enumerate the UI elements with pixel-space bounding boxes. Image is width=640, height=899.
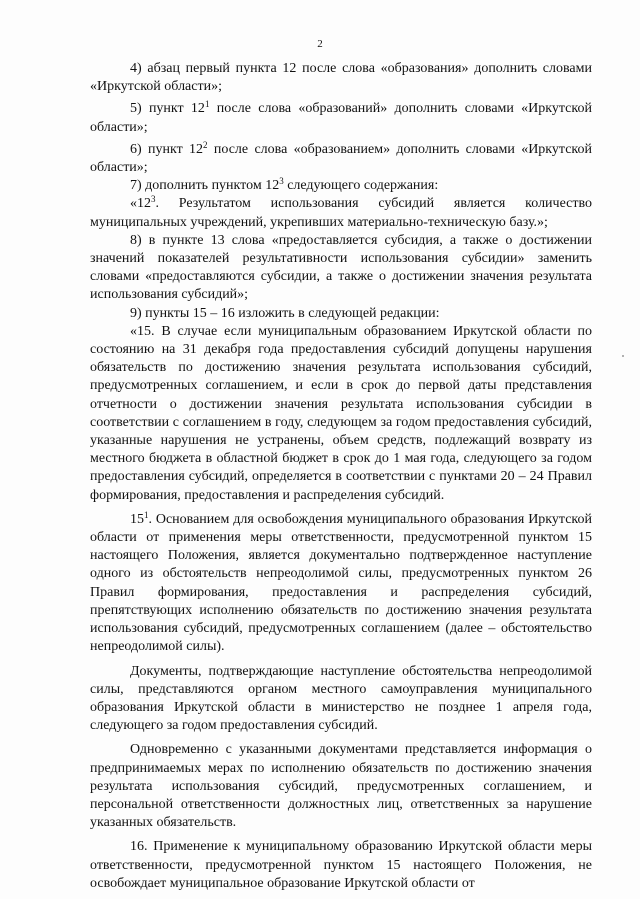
clause-12-3-text-b: . Результатом использования субсидий является количество муниципальных учреждений, укрепивших материально-техническую базу.»;: [90, 196, 592, 230]
clause-16: [90, 838, 592, 893]
clause-15: [90, 323, 592, 505]
item-9-text: 9) пункты 15 – 16 изложить в следующей редакции:: [130, 305, 440, 321]
item-9: [90, 305, 592, 323]
item-4-text: 4) абзац первый пункта 12 после слова «образования» дополнить словами «Иркутской области»;: [90, 61, 592, 95]
item-7-superscript: 3: [279, 176, 284, 187]
clause-15-1-text-b: . Основанием для освобождения муниципального образования Иркутской области от применения меры ответственности, предусмотренной пунктом 15 настоящего Положения, является документально подтвержденное наступление одного из обстоятельств непреодолимой силы, предусмотренных пунктом 26 Правил формирования, предоставления и распределения субсидий, препятствующих исполнению обязательств по достижению значения результата использования субсидий, предусмотренных соглашением (далее – обстоятельство непреодолимой силы).: [90, 511, 592, 655]
item-6: [90, 141, 592, 177]
clause-16-text: 16. Применение к муниципальному образованию Иркутской области меры ответственности, предусмотренной пунктом 15 настоящего Положения, не освобождает муниципальное образование Иркутской области от: [90, 839, 592, 891]
documents-paragraph-text: Документы, подтверждающие наступление обстоятельства непреодолимой силы, представляются органом местного самоуправления муниципального образования Иркутской области в министерство не позднее 1 апреля года, следующего за годом предоставления субсидий.: [90, 663, 592, 734]
item-6-superscript: 2: [203, 139, 208, 150]
clause-15-1-text-a: 15: [130, 511, 144, 527]
item-6-text-b: после слова «образованием» дополнить словами «Иркутской области»;: [90, 141, 592, 176]
item-8: [90, 232, 592, 305]
item-7: [90, 177, 592, 195]
item-6-text-a: 6) пункт 12: [130, 141, 204, 157]
item-4: [90, 60, 592, 96]
documents-paragraph: [90, 663, 592, 736]
item-7-text-b: следующего содержания:: [283, 178, 439, 194]
clause-12-3-text-a: «12: [130, 196, 151, 212]
item-5-text-b: после слова «образований» дополнить словами «Иркутской области»;: [90, 101, 592, 135]
scan-speck: [622, 355, 624, 357]
item-8-text: 8) в пункте 13 слова «предоставляется субсидия, а также о достижении значений показателей результативности использования субсидии» заменить словами «предоставляются субсидии, а также о достижении значения результата использования субсидий»;: [90, 232, 592, 303]
simultaneously-paragraph-text: Одновременно с указанными документами представляется информация о предпринимаемых мерах по исполнению обязательств по достижению значения результата использования субсидий, предусмотренных соглашением, и персональной ответственности должностных лиц, ответственных за нарушение указанных обязательств.: [90, 742, 592, 831]
item-5-text-a: 5) пункт 12: [130, 101, 205, 117]
clause-15-text: «15. В случае если муниципальным образованием Иркутской области по состоянию на 31 декабря года предоставления субсидий допущены нарушения обязательств по достижению значения результата использования субсидий, предусмотренных соглашением, и если в срок до первой даты представления отчетности о достижении значения результата использования субсидии в соответствии с соглашением в году, следующем за годом предоставления субсидий, указанные нарушения не устранены, объем средств, подлежащий возврату из местного бюджета в областной бюджет в срок до 1 мая года, следующего за годом предоставления субсидий, определяется в соответствии с пунктами 20 – 24 Правил формирования, предоставления и распределения субсидий.: [90, 323, 592, 503]
item-5: [90, 100, 592, 136]
clause-12-3: [90, 195, 592, 231]
simultaneously-paragraph: [90, 741, 592, 832]
clause-15-1: [90, 511, 592, 657]
item-5-superscript: 1: [204, 99, 210, 110]
clause-12-3-superscript: 3: [151, 194, 156, 205]
document-body: [90, 60, 592, 893]
clause-15-1-superscript: 1: [144, 509, 149, 520]
page-number: 2: [317, 38, 323, 50]
item-7-text-a: 7) дополнить пунктом 12: [130, 178, 280, 194]
